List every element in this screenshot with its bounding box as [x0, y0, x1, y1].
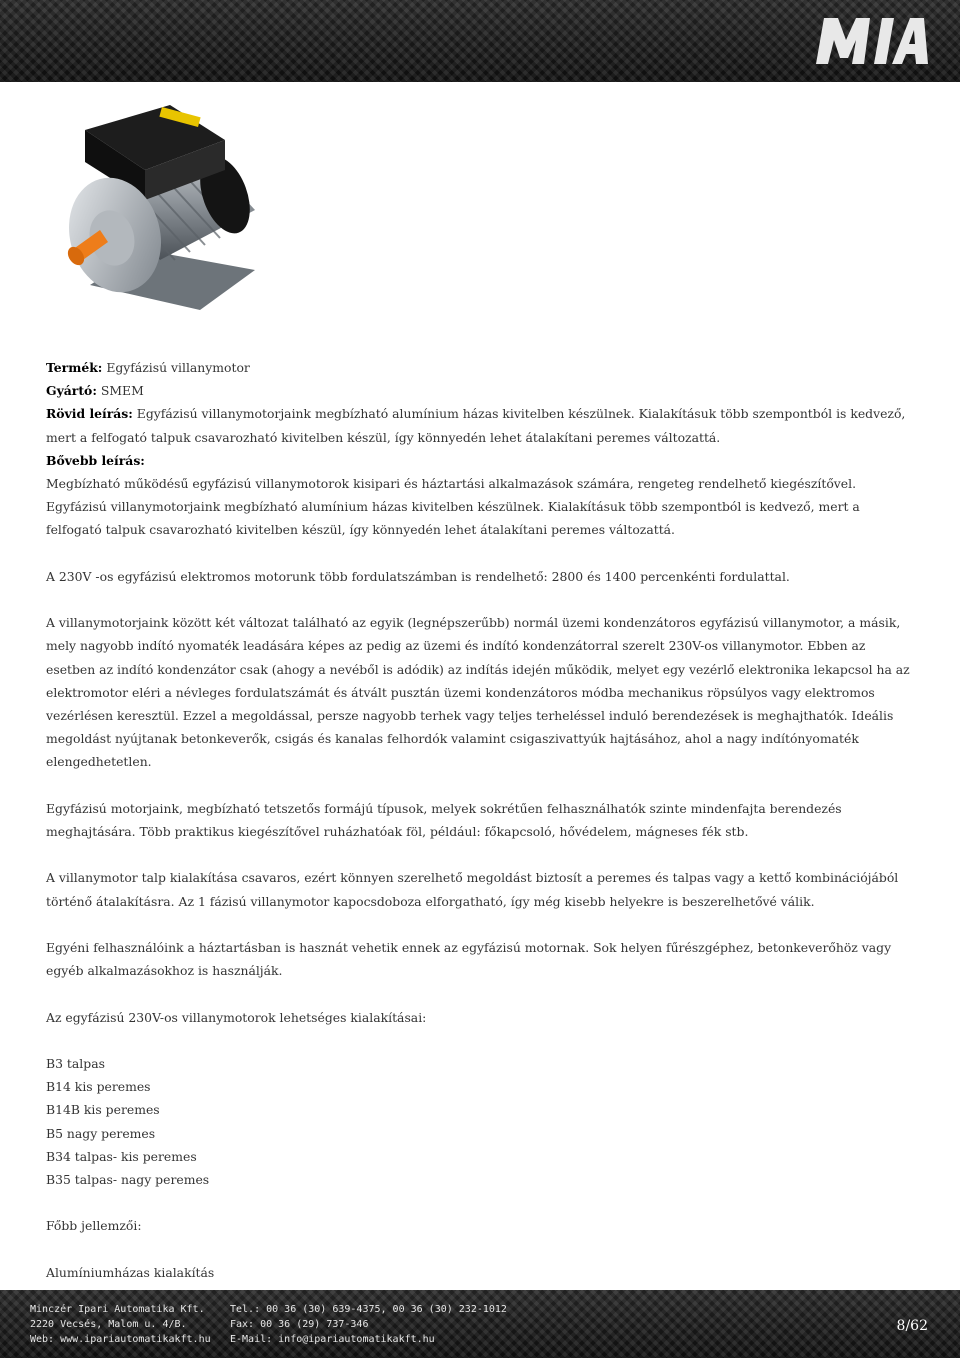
description-paragraph: Az egyfázisú 230V-os villanymotorok lehetséges kialakításai:: [46, 1009, 427, 1025]
description-paragraph: Egyfázisú motorjaink, megbízható tetszetős formájú típusok, melyek sokrétűen felhasználhatók szinte mindenfajta berendezés meghajtására. Több praktikus kiegészítővel ruházhatóak föl, például: főkapcsoló, hővédelem, mágneses fék stb.: [46, 800, 842, 840]
manufacturer-label: Gyártó:: [46, 383, 97, 399]
variant-item: B14B kis peremes: [46, 1102, 160, 1118]
company-fax: Fax: 00 36 (29) 737-346: [230, 1319, 369, 1330]
variant-item: B35 talpas- nagy peremes: [46, 1172, 210, 1187]
variant-item: B3 talpas: [46, 1055, 105, 1071]
description-paragraph: A 230V -os egyfázisú elektromos motorunk több fordulatszámban is rendelhető: 2800 és 1400 percenkénti fordulattal.: [46, 568, 790, 584]
manufacturer-name: SMEM: [96, 383, 144, 399]
product-label: Termék:: [46, 360, 103, 375]
company-web[interactable]: Web: www.ipariautomatikakft.hu: [30, 1334, 211, 1345]
electric-motor-image: [50, 100, 300, 315]
long-description-label: Bővebb leírás:: [46, 452, 145, 468]
long-description-heading: [46, 449, 916, 472]
page-footer: [0, 1290, 960, 1358]
company-name: Minczér Ipari Automatika Kft.: [30, 1304, 205, 1315]
short-description-text: Egyfázisú villanymotorjaink megbízható alumínium házas kivitelben készülnek. Kialakításuk több szempontból is kedvező, mert a felfogató talpuk csavarozható kivitelben készül, így könnyedén lehet átalakítani peremes változattá.: [46, 406, 906, 445]
description-paragraph: Megbízható működésű egyfázisú villanymotorok kisipari és háztartási alkalmazások számára, rengeteg rendelhető kiegészítővel. Egyfázisú villanymotorjaink megbízható alumínium házas kivitelben készülnek. Kialakításuk több szempontból is kedvező, mert a felfogató talpuk csavarozható kivitelben készül, így könnyedén lehet átalakítani peremes változattá.: [46, 476, 860, 538]
product-name: Egyfázisú villanymotor: [102, 360, 250, 375]
feature-item: Alumíniumházas kialakítás: [46, 1264, 215, 1280]
description-paragraph: Egyéni felhasználóink a háztartásban is hasznát vehetik ennek az egyfázisú motornak. Sok helyen fűrészgéphez, betonkeverőhöz vagy egyéb alkalmazásokhoz is használják.: [46, 940, 892, 979]
page-header: [0, 0, 960, 82]
product-name-line: [46, 356, 916, 379]
variant-item: B34 talpas- kis peremes: [46, 1148, 197, 1164]
variant-item: B14 kis peremes: [46, 1079, 151, 1095]
company-email[interactable]: E-Mail: info@ipariautomatikakft.hu: [230, 1334, 435, 1345]
svg-text:MIA: MIA: [816, 14, 819, 15]
mia-logo: [816, 14, 928, 66]
company-address: 2220 Vecsés, Malom u. 4/B.: [30, 1319, 187, 1330]
description-paragraph: A villanymotor talp kialakítása csavaros, ezért könnyen szerelhető megoldást biztosít a peremes és talpas vagy a kettő kombinációjából történő átalakításra. Az 1 fázisú villanymotor kapocsdoboza elforgatható, így még kisebb helyekre is beszerelhetővé válik.: [46, 870, 899, 909]
page-number: 8/62: [896, 1318, 928, 1334]
footer-contact-info: [230, 1302, 507, 1347]
product-content: [46, 356, 916, 1284]
short-description-label: Rövid leírás:: [46, 406, 133, 422]
manufacturer-line: [46, 379, 916, 402]
features-title: Főbb jellemzői:: [46, 1218, 142, 1234]
footer-company-info: [30, 1302, 211, 1347]
company-phone: Tel.: 00 36 (30) 639-4375, 00 36 (30) 232-1012: [230, 1304, 507, 1315]
short-description: [46, 402, 916, 448]
variant-item: B5 nagy peremes: [46, 1125, 156, 1141]
description-paragraph: A villanymotorjaink között két változat található az egyik (legnépszerűbb) normál üzemi kondenzátoros egyfázisú villanymotor, a másik, mely nagyobb indító nyomaték leadására képes az pedig az üzemi és indító kondenzátorral szerelt 230V-os villanymotor. Ebben az esetben az indító kondenzátor csak (ahogy a nevéből is adódik) az indítás idején működik, melyet egy vezérlő elektronika lekapcsol ha az elektromotor eléri a névleges fordulatszámát és átvált pusztán üzemi kondenzátoros módba mechanikus röpsúlyos vagy elektromos vezérlésen keresztül. Ezzel a megoldással, persze nagyobb terhek vagy teljes terheléssel induló berendezések is meghajthatók. Ideális megoldást nyújtanak betonkeverők, csigás és kanalas felhordók valamint csigaszivattyúk hajtásához, ahol a nagy indítónyomaték elengedhetetlen.: [46, 615, 910, 770]
